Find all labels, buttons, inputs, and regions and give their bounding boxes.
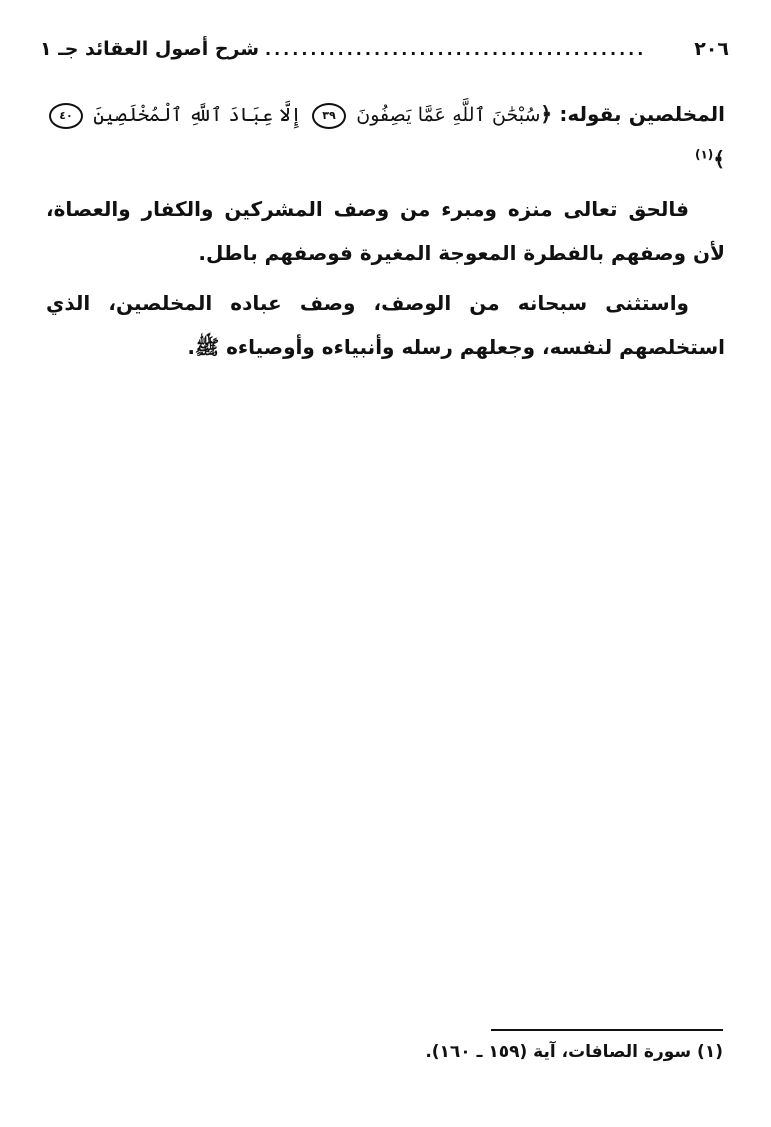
footnote-reference: (١) <box>694 147 714 162</box>
footnote-divider <box>491 1029 723 1031</box>
quran-verse-39: سُبْحَٰنَ ٱللَّهِ عَمَّا يَصِفُونَ <box>356 104 541 126</box>
main-text <box>46 92 725 375</box>
page-number: ٢٠٦ <box>694 38 729 60</box>
paragraph-1 <box>46 92 725 181</box>
footnote: (١) سورة الصافات، آية (١٥٩ ـ ١٦٠). <box>425 1042 723 1062</box>
quran-verse-40: إِلَّا عِبَادَ ٱللَّهِ ٱلْمُخْلَصِينَ <box>93 104 302 126</box>
quran-brace-open: ﴿ <box>540 102 553 126</box>
running-title: شرح أصول العقائد جـ ١ <box>40 38 260 60</box>
paragraph-3: واستثنى سبحانه من الوصف، وصف عباده المخلصين، الذي استخلصهم لنفسه، وجعلهم رسله وأنبياءه وأوصياءه ﷺ. <box>46 291 725 359</box>
header-leader-dots: .......................................... <box>265 39 647 59</box>
header-title-group <box>40 38 646 60</box>
ayah-number-40: ٤٠ <box>49 103 83 129</box>
quran-brace-close: ﴾ <box>713 147 725 171</box>
ayah-number-39: ٣٩ <box>312 103 346 129</box>
paragraph-2: فالحق تعالى منزه ومبرء من وصف المشركين والكفار والعصاة، لأن وصفهم بالفطرة المعوجة المغيرة فوصفهم باطل. <box>46 197 725 265</box>
paragraph-1-intro: المخلصين بقوله: <box>552 102 725 126</box>
running-header <box>40 34 729 64</box>
